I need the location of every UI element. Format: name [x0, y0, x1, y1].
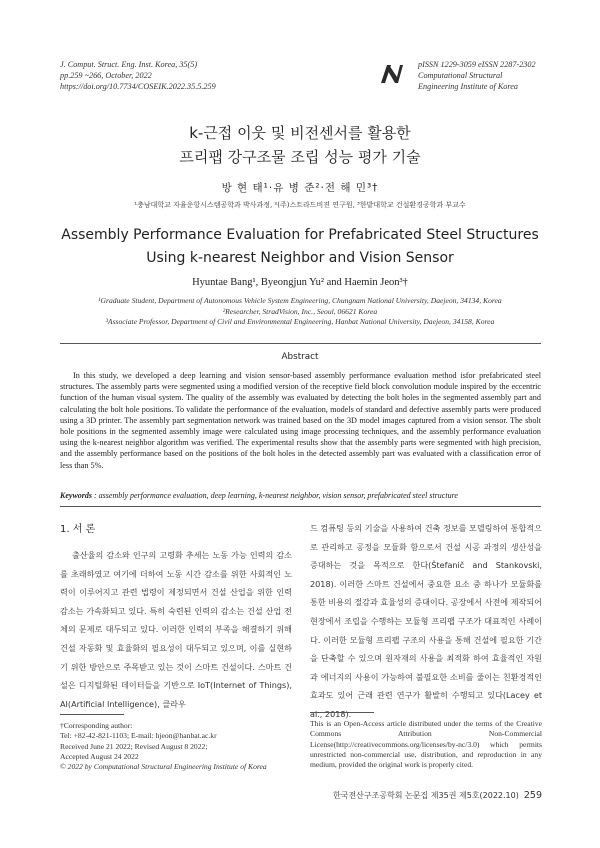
keywords: [60, 491, 541, 500]
title-korean-line-1: k-근접 이웃 및 비전센서를 활용한: [189, 124, 411, 142]
keywords-label: Keywords: [60, 491, 92, 500]
footnote-line-1: †Corresponding author:: [60, 721, 133, 730]
society-line-1: Computational Structural: [418, 71, 503, 80]
footnote-license: This is an Open-Access article distributed under the terms of the Creative Commons Attribution Non-Commercial License(http://creativecommons.org/licenses/by-nc/3.0) which permits unrestricted non-commercial use, distribution, and reproduction in any medium, provided the original work is properly cited.: [310, 719, 542, 770]
abstract-text: In this study, we developed a deep learning and vision sensor-based assembly performance evaluation method isfor prefabricated steel structures. The assembly parts were segmented using a modified version of the receptive field block convolution module inspired by the eccentric function of the human visual system. The quality of the assembly was evaluated by detecting the bolt holes in the segmented assembly part and calculating the bolt hole positions. To validate the performance of the evaluation, models of standard and defective assembly parts were produced using a 3D printer. The assembly part segmentation network was trained based on the 3D model images captured from a vision sensor. The sbolt hole positions in the segmented assembly image were calculated using image processing techniques, and the assembly performance evaluation using the k-nearest neighbor algorithm was verified. The experimental results show that the assembly parts were segmented with high precision, and the assembly performance based on the positions of the bolt holes in the detected assembly part was evaluated with a classification error of less than 5%.: [60, 371, 541, 470]
journal-citation: [60, 59, 216, 92]
affiliations-korean: ¹충남대학교 자율운항시스템공학과 박사과정, ²(주)스트라드비젼 연구원, ³한밭대학교 건설환경공학과 부교수: [134, 201, 466, 209]
footnote-line-4: Accepted August 24 2022: [60, 751, 139, 761]
title-english: [0, 224, 600, 270]
affiliation-1: ¹Graduate Student, Department of Autonomous Vehicle System Engineering, Chungnam National University, Daejeon, 34134, Korea: [98, 296, 502, 305]
keywords-text: : assembly performance evaluation, deep learning, k-nearest neighbor, vision sensor, prefabricated steel structure: [94, 491, 458, 500]
footnote-line-2[interactable]: Tel: +82-42-821-1103; E-mail: hjeon@hanbat.ac.kr: [60, 731, 217, 741]
journal-issn-block: [418, 59, 536, 92]
body-column-left: 출산율의 감소와 인구의 고령화 추세는 노동 가능 인력의 감소를 초래하였고 여기에 더하여 노동 시간 감소를 위한 사회적인 노력이 이루어지고 관련 법령이 제정되면서 건설 산업을 위한 인력 감소는 가속화되고 있다. 특히 숙련된 인력의 감소는 건설 산업 전체의 문제로 대두되고 있다. 이러한 인력의 부족을 해결하기 위해 건설 자동화 및 효율화의 필요성이 대두되고 있으며, 이를 실현하기 위한 방안으로 주목받고 있는 것이 스마트 건설이다. 스마트 건설은 디지털화된 데이터들을 기반으로 IoT(Internet of Things), AI(Artificial Intelligence), 클라우: [60, 550, 292, 709]
title-korean-line-2: 프리팹 강구조물 조립 성능 평가 기술: [179, 148, 421, 166]
footnote-rule-right: [310, 712, 374, 713]
abstract-heading: Abstract: [281, 352, 319, 362]
society-line-2: Engineering Institute of Korea: [418, 82, 518, 91]
affiliation-2: ²Researcher, StradVision, Inc., Seoul, 06621 Korea: [222, 306, 378, 316]
pages-line: pp.259 ~266, October, 2022: [60, 71, 152, 80]
page-footer: [310, 790, 542, 801]
divider-bottom: [60, 506, 541, 507]
footnote-line-3: Received June 21 2022; Revised August 8 2022;: [60, 741, 208, 751]
journal-line: J. Comput. Struct. Eng. Inst. Korea, 35(5): [60, 60, 198, 69]
section-title: 1. 서 론: [60, 524, 96, 535]
title-korean: [0, 121, 600, 169]
footnote-rule-left: [60, 714, 124, 715]
title-english-line-1: Assembly Performance Evaluation for Prefabricated Steel Structures: [61, 227, 539, 243]
body-column-right: 드 컴퓨팅 등의 기술을 사용하여 건축 정보를 모델링하여 통합적으로 관리하고 공정을 모듈화 함으로서 건설 시공 과정의 생산성을 증대하는 것을 목적으로 한다(Štefanič and Stankovski, 2018). 이러한 스마트 건설에서 중요한 요소 중 하나가 모듈화를 통한 비용의 절감과 효율성의 증대이다. 공장에서 사전에 제작되어 현장에서 조립을 수행하는 모듈형 프리팹 구조가 대표적인 사례이다. 이러한 모듈형 프리팹 구조의 사용을 통해 건설에 필요한 기간을 단축할 수 있으며 원자재의 사용을 최적화 하여 효율적인 자원과 에너지의 사용이 가능하여 불필요한 소비를 줄이는 친환경적인 효과도 있어 근래 관련 연구가 활발히 수행되고 있다(Lacey et al., 2018).: [310, 523, 542, 719]
divider-top: [60, 343, 541, 344]
affiliation-3: ³Associate Professor, Department of Civil and Environmental Engineering, Hanbat National University, Daejeon, 34158, Korea: [105, 317, 495, 326]
footnote-line-5: © 2022 by Computational Structural Engineering Institute of Korea: [60, 762, 267, 772]
affiliations-english: [0, 296, 600, 328]
footer-journal: 한국전산구조공학회 논문집 제35권 제5호(2022.10): [332, 791, 519, 800]
title-english-line-2: Using k-nearest Neighbor and Vision Sensor: [146, 250, 454, 266]
authors-english: Hyuntae Bang¹, Byeongjun Yu² and Haemin Jeon³†: [192, 277, 408, 288]
issn-line: pISSN 1229-3059 eISSN 2287-2302: [418, 60, 536, 69]
footnote-corresponding: [60, 721, 292, 772]
authors-korean: 방 현 태¹·유 병 준²·전 해 민³†: [221, 182, 379, 194]
doi-link[interactable]: https://doi.org/10.7734/COSEIK.2022.35.5.259: [60, 82, 216, 91]
journal-logo-icon: [380, 64, 404, 84]
page-number: 259: [523, 790, 542, 801]
